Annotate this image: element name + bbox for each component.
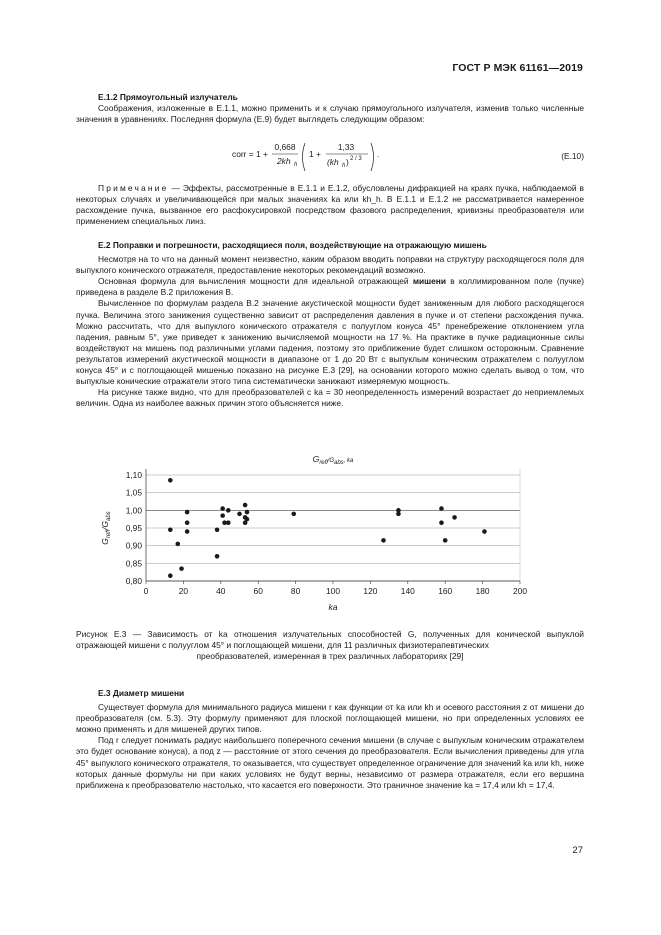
- formula-den1-sub: h: [294, 162, 298, 168]
- formula-den2-tail: ): [346, 157, 349, 167]
- data-point: [175, 542, 180, 547]
- x-tick-label: 200: [513, 586, 527, 596]
- section-e3-paragraph-1: Существует формула для минимального радиуса мишени r как функции от ka или kh и осевого расстояния z от мишени до преобразователя (см. 5.3). Эту формулу применяют для плоской поглощающей мишени, но при определенных условиях ее можно применять и для мишеней других типов.: [76, 702, 584, 735]
- formula-num1: 0,668: [274, 142, 296, 152]
- formula-den2: (kh: [327, 157, 339, 167]
- formula-lhs: corr = 1 +: [232, 149, 268, 159]
- section-e3-paragraph-2: Под r следует понимать радиус наибольшего поперечного сечения мишени (в случае с выпуклым коническим отражателем это будет основание конуса), а под z — расстояние от этого сечения до преобразователя. Если вычисления приведены для угла 45° выпуклого конического отражателя, то оказывается, что существует определенное ограничение для значений ka или kh, ниже которых данные формулы ни при каких условиях не будут верны, независимо от размера отражателя, если его вершина приближена к преобразователю настолько, что касается его поверхности. Это граничное значение ka = 17,4 или kh = 17,4.: [76, 735, 584, 790]
- x-tick-label: 0: [143, 586, 149, 596]
- formula-e10: [76, 140, 584, 174]
- section-e2-heading: E.2 Поправки и погрешности, расходящиеся поля, воздействующие на отражающую мишень: [98, 240, 487, 250]
- formula-graphic: [76, 140, 476, 174]
- note-block: [76, 183, 584, 227]
- scatter-chart: [76, 448, 584, 620]
- data-point: [439, 520, 444, 525]
- data-point: [243, 503, 248, 508]
- data-point: [245, 510, 250, 515]
- formula-den2-exp: 2 / 3: [350, 156, 362, 162]
- data-point: [381, 538, 386, 543]
- x-tick-label: 120: [363, 586, 378, 596]
- data-point: [185, 529, 190, 534]
- data-point: [396, 512, 401, 517]
- x-axis-label: ka: [328, 602, 338, 612]
- data-point: [215, 554, 220, 559]
- data-point: [185, 520, 190, 525]
- section-e2-paragraph-4: На рисунке также видно, что для преобразователей с ka = 30 неопределенность измерений возрастает до неприемлемых величин. Одна из наиболее важных причин этого объясняется ниже.: [76, 387, 584, 409]
- section-e12: [76, 92, 584, 125]
- page-number: 27: [572, 845, 583, 856]
- section-e12-heading: E.1.2 Прямоугольный излучатель: [98, 92, 238, 102]
- formula-tail: .: [377, 149, 380, 159]
- target-term: мишени: [412, 276, 447, 287]
- equation-number: (E.10): [561, 151, 584, 161]
- data-point: [215, 527, 220, 532]
- x-tick-label: 160: [438, 586, 453, 596]
- y-tick-label: 1,00: [125, 505, 142, 516]
- x-tick-label: 80: [290, 586, 301, 596]
- y-tick-label: 0,80: [125, 576, 142, 586]
- formula-den2-sub: h: [342, 163, 346, 169]
- figure-caption-line-2: преобразователей, измеренная в трех различных лабораториях [29]: [196, 651, 464, 662]
- section-e2: [76, 240, 584, 409]
- data-point: [220, 506, 225, 511]
- section-e3-heading: E.3 Диаметр мишени: [98, 688, 185, 698]
- data-point: [226, 520, 231, 525]
- data-point: [482, 529, 487, 534]
- y-tick-label: 1,10: [125, 470, 142, 480]
- note-label: Примечание: [98, 183, 169, 193]
- x-tick-label: 140: [400, 586, 415, 596]
- note-text: — Эффекты, рассмотренные в E.1.1 и E.1.2, обусловлены дифракцией на краях пучка, наблюдаемой в некоторых случаях и увеличивающейся при малых значениях ka или kh_h. В E.1.1 и E.1.2 не рассматривается намеренное расхождение пучка, вызванное его расфокусировкой посредством фазового распределения, кривизны преобразователя или применением специальных линз.: [76, 183, 584, 227]
- formula-num2: 1,33: [337, 142, 355, 152]
- data-point: [291, 512, 296, 517]
- chart-title: $G_{refl}^{/G}_{abs}^{, ka}$: [312, 454, 354, 466]
- y-axis-label: $G_{refl}/G_{abs}$: [100, 511, 112, 545]
- data-point: [185, 510, 190, 515]
- figure-caption-line-1: Рисунок E.3 — Зависимость от ka отношения излучательных способностей G, полученных для конической выпуклой отражающей мишени с полууглом 45° и поглощающей мишени, для 11 различных физиотерапевтических: [76, 629, 584, 651]
- section-e2-paragraph-3: Вычисленное по формулам раздела B.2 значение акустической мощности будет заниженным для любого расходящегося пучка. Величина этого занижения существенно зависит от распределения давления в пучке и от степени расхождения пучка. Можно рассчитать, что для выпуклого конического отражателя с полууглом конуса 45° пренебрежение отклонением угла падения, равным 5°, уже приведет к занижению вычисляемой мощности на 17 %. На практике в пучке радиационные силы воздействуют на мишень под различными углами падения, поэтому это приближение будет слишком осторожным. Сравнение результатов измерений акустической мощности в диапазоне от 1 до 20 Вт с выпуклым коническим отражателем с полууглом конуса 45° и с поглощающей мишенью показано на рисунке E.3 [29], на основании которого можно сделать вывод о том, что выпуклые конические отражатели этого типа систематически занижают измеряемую мощность.: [76, 298, 584, 387]
- section-e2-paragraph-2: Основная формула для вычисления мощности для идеальной отражающей мишени в коллимированном поле (пучке) приведена в разделе B.2 приложения B.: [76, 276, 584, 298]
- data-point: [439, 506, 444, 511]
- x-tick-label: 20: [178, 586, 189, 596]
- data-point: [443, 538, 448, 543]
- y-tick-label: 0,95: [125, 523, 142, 533]
- data-point: [452, 515, 457, 520]
- figure-caption: [76, 629, 584, 662]
- section-e2-paragraph-1: Несмотря на то что на данный момент неизвестно, каким образом вводить поправки на структуру расходящегося поля для выпуклого конического отражателя, предоставление некоторых рекомендаций возможно.: [76, 254, 584, 276]
- data-point: [245, 517, 250, 522]
- section-e12-paragraph: Соображения, изложенные в E.1.1, можно применить и к случаю прямоугольного излучателя, изменив только численные значения в уравнениях. Последняя формула (E.9) будет выглядеть следующим образом:: [76, 103, 584, 125]
- data-point: [168, 478, 173, 483]
- data-point: [226, 508, 231, 513]
- x-tick-label: 100: [326, 586, 340, 596]
- data-point: [220, 513, 225, 518]
- x-tick-label: 60: [253, 586, 263, 596]
- document-header: ГОСТ Р МЭК 61161—2019: [452, 62, 583, 74]
- y-tick-label: 0,85: [125, 558, 142, 569]
- y-tick-label: 1,05: [125, 487, 142, 498]
- x-tick-label: 40: [216, 586, 226, 596]
- data-point: [237, 512, 242, 517]
- formula-den1: 2kh: [277, 156, 291, 166]
- y-tick-label: 0,90: [125, 540, 142, 551]
- formula-one-plus: 1 +: [309, 149, 321, 159]
- data-point: [179, 566, 184, 571]
- data-point: [168, 573, 173, 578]
- data-point: [168, 527, 173, 532]
- chart-svg: [76, 448, 584, 620]
- section-e3: [76, 688, 584, 791]
- x-tick-label: 180: [475, 586, 490, 596]
